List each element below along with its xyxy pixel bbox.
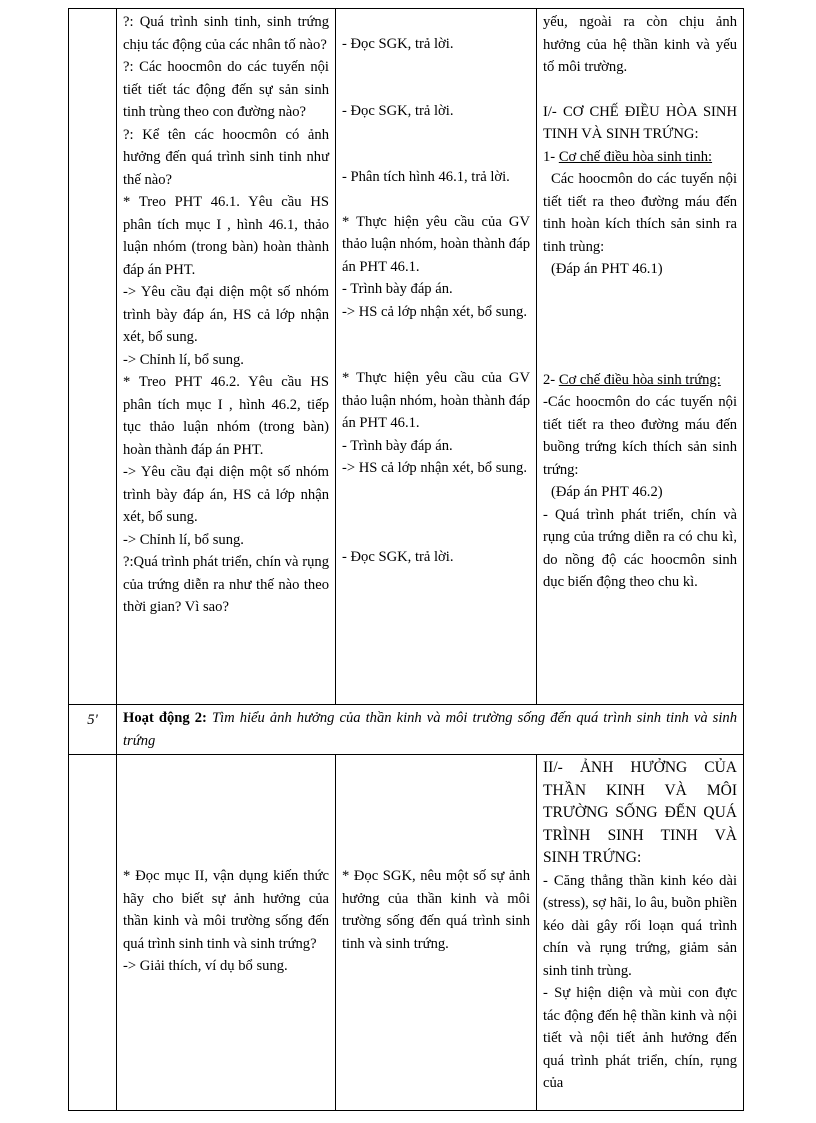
teacher-question: ?: Các hoocmôn do các tuyến nội tiết tiết tác động đến sự sản sinh tinh trùng theo con đường nào?: [123, 59, 329, 120]
student-response: - Đọc SGK, trả lời.: [342, 102, 454, 119]
teacher-instruction: * Treo PHT 46.2. Yêu cầu HS phân tích mục I , hình 46.2, tiếp tục thảo luận nhóm (trong bàn) hoàn thành đáp án PHT.: [123, 374, 329, 458]
teacher-question: ?: Kể tên các hoocmôn có ảnh hưởng đến quá trình sinh tinh như thế nào?: [123, 126, 329, 188]
answer-reference: (Đáp án PHT 46.2): [551, 484, 663, 500]
teacher-instruction: * Đọc mục II, vận dụng kiến thức hãy cho biết sự ảnh hưởng của thần kinh và môi trường sống đến quá trình sinh tinh và sinh trứng?: [123, 868, 329, 952]
teacher-instruction: -> Yêu cầu đại diện một số nhóm trình bày đáp án, HS cả lớp nhận xét, bổ sung.: [123, 284, 329, 345]
time-cell: [69, 755, 117, 1111]
spacer: [342, 480, 530, 546]
spacer: [342, 189, 530, 211]
teacher-instruction: -> Chỉnh lí, bổ sung.: [123, 531, 244, 548]
activity-description: Tìm hiểu ảnh hưởng của thần kinh và môi trường sống đến quá trình sinh tinh và sinh trứng: [123, 710, 738, 749]
teacher-activity-cell: [117, 755, 336, 1111]
time-cell: [69, 9, 117, 705]
lesson-plan-table: [68, 8, 744, 1111]
teacher-question: ?: Quá trình sinh tinh, sinh trứng chịu tác động của các nhân tố nào?: [123, 14, 329, 53]
spacer: [342, 122, 530, 166]
table-row: [69, 705, 744, 755]
teacher-question: ?:Quá trình phát triển, chín và rụng của trứng diễn ra như thế nào theo thời gian? Vì sao?: [123, 554, 329, 615]
student-response: - Đọc SGK, trả lời.: [342, 36, 454, 52]
section-title: II/- ẢNH HƯỞNG CỦA THẦN KINH VÀ MÔI TRƯỜNG SỐNG ĐẾN QUÁ TRÌNH SINH TINH VÀ SINH TRỨNG:: [543, 759, 737, 866]
student-response: -> HS cả lớp nhận xét, bổ sung.: [342, 460, 527, 476]
content-cell: [537, 9, 744, 705]
subsection-heading: [543, 369, 737, 392]
content-cell: [537, 755, 744, 1111]
student-response: * Đọc SGK, nêu một số sự ảnh hưởng của thần kinh và môi trường sống đến quá trình sinh tinh và sinh trứng.: [342, 868, 530, 952]
subsection-text: -Các hoocmôn do các tuyến nội tiết tiết ra theo đường máu đến buồng trứng kích thích sản sinh trứng:: [543, 394, 737, 478]
subsection-title: Cơ chế điều hòa sinh tinh:: [558, 148, 713, 165]
student-activity-cell: [336, 9, 537, 705]
student-response: * Thực hiện yêu cầu của GV thảo luận nhóm, hoàn thành đáp án PHT 46.1.: [342, 370, 530, 431]
student-response: -> HS cả lớp nhận xét, bổ sung.: [342, 303, 527, 320]
activity-label: Hoạt động 2:: [123, 710, 212, 726]
subsection-number: 1-: [543, 148, 559, 165]
teacher-instruction: * Treo PHT 46.1. Yêu cầu HS phân tích mục I , hình 46.1, thảo luận nhóm (trong bàn) hoàn thành đáp án PHT.: [123, 194, 329, 278]
subsection-title: Cơ chế điều hòa sinh trứng:: [558, 371, 721, 388]
spacer: [123, 757, 329, 865]
student-response: - Trình bày đáp án.: [342, 437, 453, 454]
teacher-activity-cell: [117, 9, 336, 705]
teacher-instruction: -> Yêu cầu đại diện một số nhóm trình bày đáp án, HS cả lớp nhận xét, bổ sung.: [123, 464, 329, 525]
time-cell: 5': [69, 705, 117, 755]
subsection-text: Các hoocmôn do các tuyến nội tiết tiết ra theo đường máu đến tinh hoàn kích thích sản sinh ra tinh trùng:: [543, 171, 737, 255]
student-response: - Phân tích hình 46.1, trả lời.: [342, 169, 510, 185]
student-activity-cell: [336, 755, 537, 1111]
answer-reference: (Đáp án PHT 46.1): [551, 261, 663, 277]
table-row: [69, 9, 744, 705]
spacer: [342, 56, 530, 100]
spacer: [342, 757, 530, 865]
section-title: I/- CƠ CHẾ ĐIỀU HÒA SINH TINH VÀ SINH TRỨNG:: [543, 103, 737, 142]
spacer: [342, 323, 530, 367]
teacher-instruction: -> Giải thích, ví dụ bổ sung.: [123, 958, 288, 974]
student-response: - Đọc SGK, trả lời.: [342, 548, 454, 565]
spacer: [342, 11, 530, 33]
content-paragraph: - Căng thẳng thần kinh kéo dài (stress), sợ hãi, lo âu, buồn phiền kéo dài gây rối loạn quá trình chín và rụng trứng, giảm sản sinh tinh trùng.: [543, 872, 737, 979]
table-row: [69, 755, 744, 1111]
content-paragraph: - Sự hiện diện và mùi con đực tác động đến hệ thần kinh và nội tiết và nội tiết ảnh hưởng đến quá trình phát triển, chín, rụng của: [543, 985, 737, 1091]
student-response: - Trình bày đáp án.: [342, 281, 453, 297]
spacer: [543, 79, 737, 101]
activity-header-cell: [117, 705, 744, 755]
student-response: * Thực hiện yêu cầu của GV thảo luận nhóm, hoàn thành đáp án PHT 46.1.: [342, 213, 530, 275]
teacher-instruction: -> Chỉnh lí, bổ sung.: [123, 351, 244, 368]
subsection-heading: [543, 146, 737, 169]
subsection-text: - Quá trình phát triển, chín và rụng của trứng diễn ra có chu kì, do nồng độ các hoocmôn sinh dục biến động theo chu kì.: [543, 506, 737, 590]
content-intro: yếu, ngoài ra còn chịu ảnh hưởng của hệ thần kinh và yếu tố môi trường.: [543, 14, 737, 75]
spacer: [543, 281, 737, 369]
subsection-number: 2-: [543, 371, 559, 388]
